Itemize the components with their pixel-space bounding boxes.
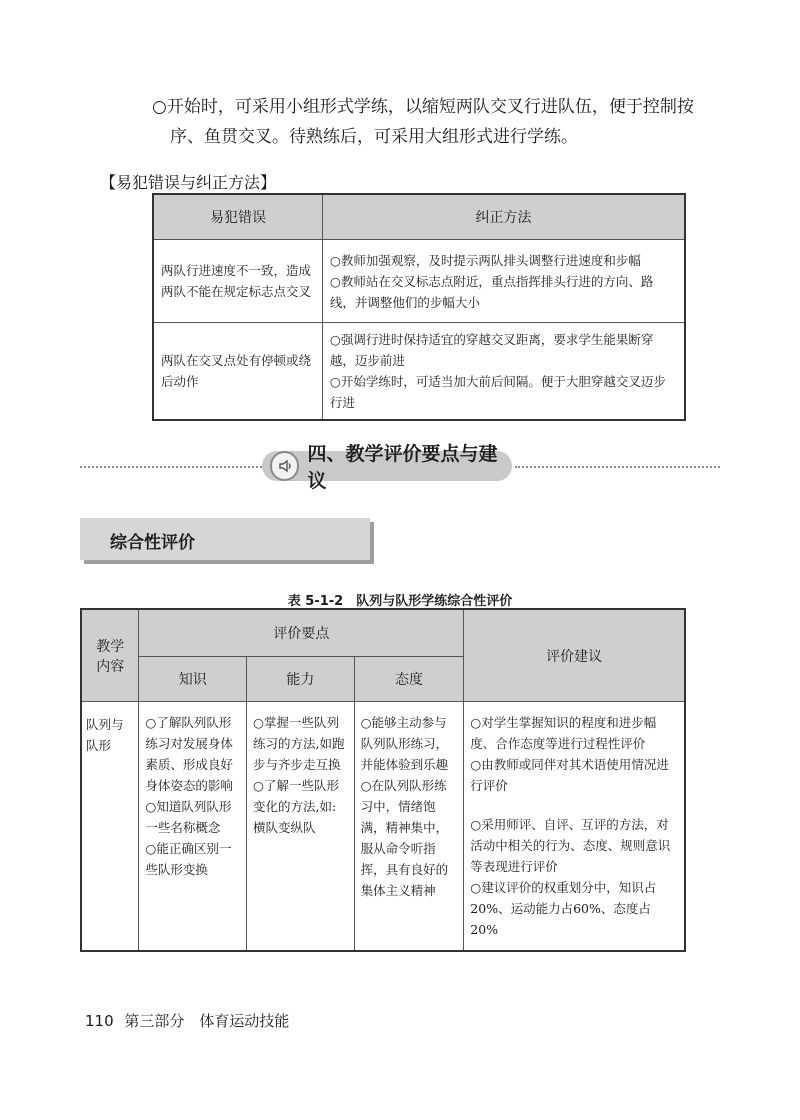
subheading-box [80,518,370,560]
content-cell: 队列与队形 [81,702,139,952]
speaker-icon-glyph [277,458,293,474]
list-item: ○了解一些队形变化的方法,如:横队变纵队 [253,778,339,835]
banner-title: 四、教学评价要点与建议 [307,443,498,492]
header-points: 评价要点 [139,609,464,657]
list-item: ○掌握一些队列练习的方法,如跑步与齐步走互换 [253,715,345,772]
table-row [81,702,685,952]
list-item: ○了解队列队形练习对发展身体素质、形成良好身体姿态的影响 [145,715,233,793]
fix-item: ○开始学练时，可适当加大前后间隔。便于大胆穿越交叉迈步行进 [329,374,666,410]
knowledge-cell [139,702,247,952]
intro-line-1: ○开始时，可采用小组形式学练，以缩短两队交叉行进队伍，便于控制按 [152,97,694,117]
errors-header-fix: 纠正方法 [322,194,685,240]
fix-item: ○教师站在交叉标志点附近，重点指挥排头行进的方向、路线，并调整他们的步幅大小 [329,273,654,310]
list-item: ○建议评价的权重划分中，知识占20%、运动能力占60%、态度占20% [470,880,657,937]
subheading-text: 综合性评价 [110,533,195,553]
list-item: ○知道队列队形一些名称概念 [145,799,232,835]
fix-cell [322,323,685,421]
attitude-cell [354,702,464,952]
error-cell: 两队在交叉点处有停顿或绕后动作 [153,323,322,421]
fix-cell [322,240,685,323]
list-item: ○采用师评、自评、互评的方法，对活动中相关的行为、态度、规则意识等表现进行评价 [470,817,671,874]
list-item: ○能够主动参与队列队形练习，并能体验到乐趣 [360,715,449,772]
page-footer [85,1010,289,1031]
errors-header-error: 易犯错误 [153,194,322,240]
list-item: ○对学生掌握知识的程度和进步幅度、合作态度等进行过程性评价 [470,715,657,751]
page-number: 110 [85,1012,114,1030]
suggestion-cell [464,702,685,952]
header-content: 教学内容 [81,609,139,702]
header-ability: 能力 [247,657,355,702]
error-cell: 两队行进速度不一致，造成两队不能在规定标志点交叉 [153,240,322,323]
speaker-icon [270,451,299,481]
intro-line-2: 序、鱼贯交叉。待熟练后，可采用大组形式进行学练。 [170,127,578,147]
errors-section-title: 【易犯错误与纠正方法】 [100,173,277,192]
table-row [153,240,685,323]
ability-cell [247,702,355,952]
footer-text: 第三部分 体育运动技能 [124,1012,290,1030]
section-banner [262,443,512,492]
table-caption: 表 5-1-2 队列与队形学练综合性评价 [287,594,513,609]
intro-paragraph [152,92,712,152]
fix-item: ○强调行进时保持适宜的穿越交叉距离，要求学生能果断穿越，迈步前进 [329,332,654,368]
list-item: ○在队列队形练习中，情绪饱满，精神集中，服从命令听指挥，具有良好的集体主义精神 [360,778,449,898]
errors-table [152,193,686,421]
table-row [153,323,685,421]
divider-left [80,466,270,468]
header-knowledge: 知识 [139,657,247,702]
header-attitude: 态度 [354,657,464,702]
evaluation-table [80,608,686,952]
list-item: ○由教师或同伴对其术语使用情况进行评价 [470,757,669,793]
header-suggestion: 评价建议 [464,609,685,702]
divider-right [515,466,720,468]
list-item: ○能正确区别一些队形变换 [145,841,232,877]
fix-item: ○教师加强观察，及时提示两队排头调整行进速度和步幅 [329,252,641,268]
